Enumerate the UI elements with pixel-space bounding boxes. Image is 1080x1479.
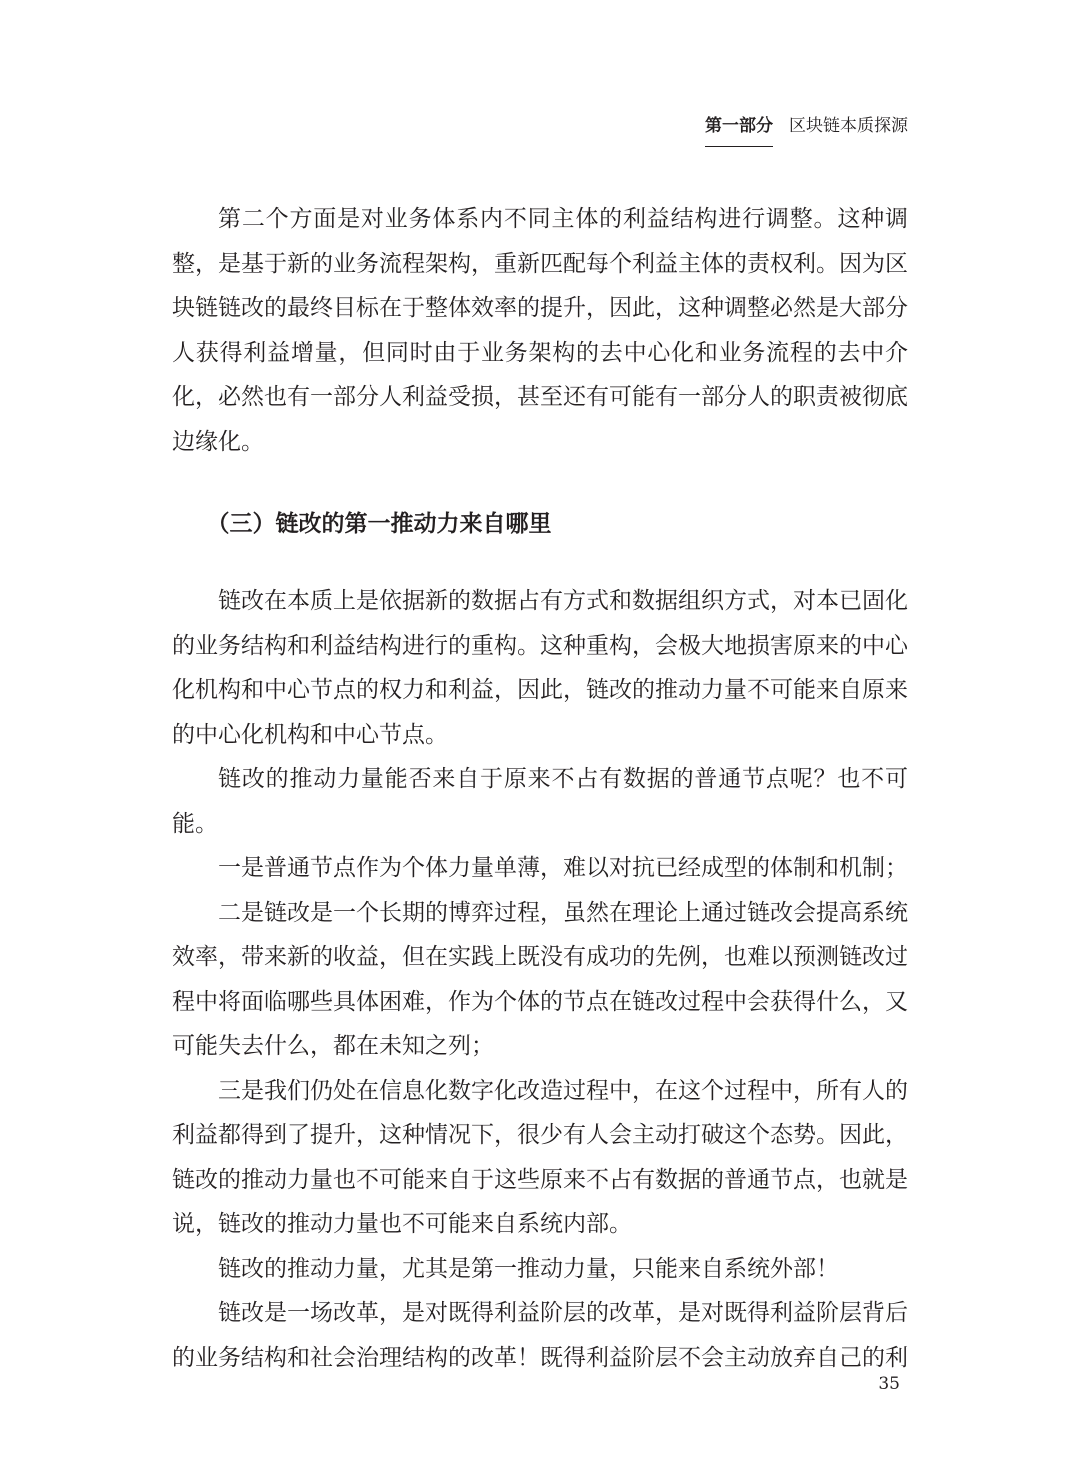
body-paragraph: 第二个方面是对业务体系内不同主体的利益结构进行调整。这种调整，是基于新的业务流程架构，重新匹配每个利益主体的责权利。因为区块链链改的最终目标在于整体效率的提升，因此，这种调整必然是大部分人获得利益增量，但同时由于业务架构的去中心化和业务流程的去中介化，必然也有一部分人利益受损，甚至还有可能有一部分人的职责被彻底边缘化。 [172, 206, 908, 455]
body-paragraph: 链改的推动力量，尤其是第一推动力量，只能来自系统外部！ [218, 1255, 839, 1282]
page-number: 35 [878, 1374, 900, 1394]
body-paragraph: 链改是一场改革，是对既得利益阶层的改革，是对既得利益阶层背后的业务结构和社会治理结构的改革！既得利益阶层不会主动放弃自己的利 [172, 1300, 908, 1371]
running-header [705, 112, 908, 147]
header-part-label: 第一部分 [705, 112, 773, 147]
body-paragraph: 链改的推动力量能否来自于原来不占有数据的普通节点呢？也不可能。 [172, 766, 908, 837]
body-paragraph: 三是我们仍处在信息化数字化改造过程中，在这个过程中，所有人的利益都得到了提升，这种情况下，很少有人会主动打破这个态势。因此，链改的推动力量也不可能来自于这些原来不占有数据的普通节点，也就是说，链改的推动力量也不可能来自系统内部。 [172, 1077, 908, 1237]
section-heading: （三）链改的第一推动力来自哪里 [206, 511, 552, 537]
body-paragraph: 一是普通节点作为个体力量单薄，难以对抗已经成型的体制和机制； [218, 855, 908, 881]
header-chapter-title: 区块链本质探源 [789, 116, 908, 136]
body-paragraph: 链改在本质上是依据新的数据占有方式和数据组织方式，对本已固化的业务结构和利益结构进行的重构。这种重构，会极大地损害原来的中心化机构和中心节点的权力和利益，因此，链改的推动力量不可能来自原来的中心化机构和中心节点。 [172, 588, 908, 748]
page-body [172, 197, 908, 1380]
body-paragraph: 二是链改是一个长期的博弈过程，虽然在理论上通过链改会提高系统效率，带来新的收益，但在实践上既没有成功的先例，也难以预测链改过程中将面临哪些具体困难，作为个体的节点在链改过程中会获得什么，又可能失去什么，都在未知之列； [172, 899, 908, 1059]
